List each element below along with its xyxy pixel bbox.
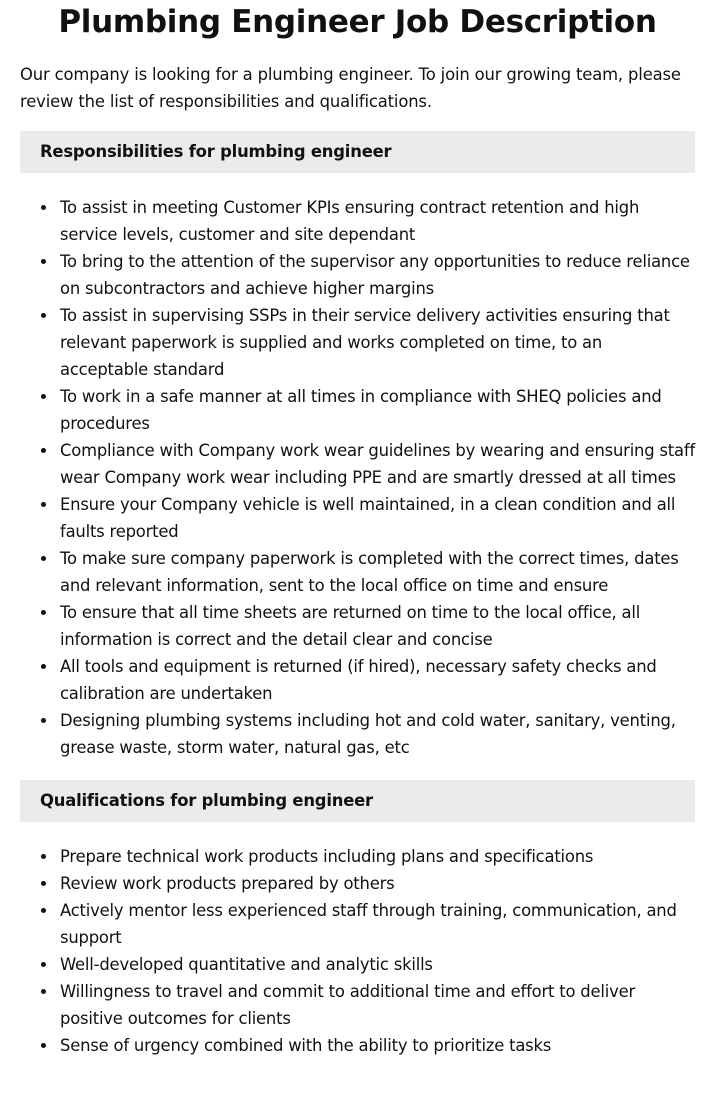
- qualifications-heading: Qualifications for plumbing engineer: [20, 780, 695, 822]
- list-item: [60, 545, 695, 599]
- list-item-text: To assist in supervising SSPs in their service delivery activities ensuring that relevant paperwork is supplied and works completed on time, to an acceptable standard: [60, 306, 670, 379]
- list-item: [60, 707, 695, 761]
- list-item-text: Actively mentor less experienced staff through training, communication, and support: [60, 901, 677, 947]
- list-item: [60, 1032, 695, 1059]
- bullet-icon: [41, 502, 46, 507]
- list-item-text: Review work products prepared by others: [60, 874, 395, 893]
- list-item-text: Willingness to travel and commit to additional time and effort to deliver positive outcomes for clients: [60, 982, 636, 1028]
- responsibilities-list: [20, 194, 695, 761]
- list-item: [60, 843, 695, 870]
- qualifications-list: [20, 843, 695, 1059]
- list-item-text: To bring to the attention of the supervisor any opportunities to reduce reliance on subcontractors and achieve higher margins: [60, 252, 690, 298]
- bullet-icon: [41, 881, 46, 886]
- responsibilities-heading: Responsibilities for plumbing engineer: [20, 131, 695, 173]
- bullet-icon: [41, 313, 46, 318]
- bullet-icon: [41, 259, 46, 264]
- bullet-icon: [41, 394, 46, 399]
- list-item: [60, 870, 695, 897]
- list-item: [60, 599, 695, 653]
- list-item-text: Sense of urgency combined with the ability to prioritize tasks: [60, 1036, 552, 1055]
- bullet-icon: [41, 448, 46, 453]
- list-item: [60, 951, 695, 978]
- list-item-text: To make sure company paperwork is completed with the correct times, dates and relevant information, sent to the local office on time and ensure: [60, 549, 679, 595]
- list-item: [60, 437, 695, 491]
- intro-paragraph: Our company is looking for a plumbing engineer. To join our growing team, please review the list of responsibilities and qualifications.: [20, 65, 681, 111]
- list-item: [60, 302, 695, 383]
- page-title: Plumbing Engineer Job Description: [58, 4, 657, 40]
- bullet-icon: [41, 718, 46, 723]
- bullet-icon: [41, 205, 46, 210]
- list-item-text: Prepare technical work products including plans and specifications: [60, 847, 594, 866]
- bullet-icon: [41, 962, 46, 967]
- bullet-icon: [41, 908, 46, 913]
- bullet-icon: [41, 854, 46, 859]
- list-item-text: All tools and equipment is returned (if hired), necessary safety checks and calibration are undertaken: [60, 657, 657, 703]
- list-item: [60, 248, 695, 302]
- bullet-icon: [41, 1043, 46, 1048]
- bullet-icon: [41, 610, 46, 615]
- bullet-icon: [41, 664, 46, 669]
- list-item-text: Ensure your Company vehicle is well maintained, in a clean condition and all faults reported: [60, 495, 676, 541]
- bullet-icon: [41, 556, 46, 561]
- list-item: [60, 491, 695, 545]
- list-item-text: Compliance with Company work wear guidelines by wearing and ensuring staff wear Company work wear including PPE and are smartly dressed at all times: [60, 441, 696, 487]
- list-item: [60, 383, 695, 437]
- list-item: [60, 978, 695, 1032]
- list-item: [60, 897, 695, 951]
- list-item-text: To work in a safe manner at all times in compliance with SHEQ policies and procedures: [60, 387, 662, 433]
- list-item: [60, 653, 695, 707]
- bullet-icon: [41, 989, 46, 994]
- list-item-text: To assist in meeting Customer KPIs ensuring contract retention and high service levels, customer and site dependant: [60, 198, 640, 244]
- list-item-text: To ensure that all time sheets are returned on time to the local office, all information is correct and the detail clear and concise: [60, 603, 641, 649]
- list-item-text: Designing plumbing systems including hot and cold water, sanitary, venting, grease waste, storm water, natural gas, etc: [60, 711, 676, 757]
- list-item-text: Well-developed quantitative and analytic skills: [60, 955, 433, 974]
- list-item: [60, 194, 695, 248]
